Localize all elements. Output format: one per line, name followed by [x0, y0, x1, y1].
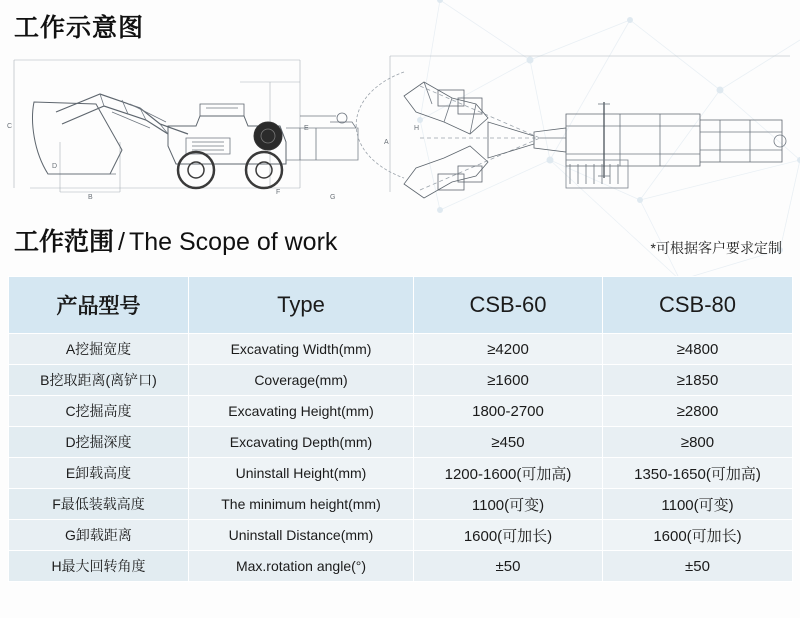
specification-table	[8, 276, 793, 582]
column-header-model: 产品型号	[9, 277, 189, 334]
table-row	[9, 365, 793, 396]
table-row	[9, 458, 793, 489]
row-label-en: Excavating Depth(mm)	[189, 427, 414, 458]
svg-text:B: B	[88, 194, 93, 200]
svg-text:A: A	[384, 139, 389, 146]
value-csb80: 1350-1650(可加高)	[603, 458, 793, 489]
row-label: A挖掘宽度	[9, 334, 189, 365]
machine-line-drawings	[0, 42, 800, 200]
value-csb80: ≥2800	[603, 396, 793, 427]
value-csb60: ±50	[414, 551, 603, 582]
table-row	[9, 427, 793, 458]
row-label: B挖取距离(离铲口)	[9, 365, 189, 396]
value-csb80: ≥4800	[603, 334, 793, 365]
value-csb60: 1800-2700	[414, 396, 603, 427]
row-label: E卸载高度	[9, 458, 189, 489]
svg-text:D: D	[52, 163, 58, 170]
table-header-row	[9, 277, 793, 334]
row-label-en: Excavating Width(mm)	[189, 334, 414, 365]
svg-text:C: C	[7, 123, 13, 130]
svg-text:F: F	[276, 189, 281, 196]
svg-text:H: H	[414, 125, 420, 132]
row-label: H最大回转角度	[9, 551, 189, 582]
page-title: 工作示意图	[14, 14, 145, 42]
value-csb80: 1600(可加长)	[603, 520, 793, 551]
svg-text:G: G	[330, 194, 336, 200]
row-label-en: The minimum height(mm)	[189, 489, 414, 520]
value-csb60: ≥1600	[414, 365, 603, 396]
scope-title-separator: /	[118, 228, 125, 256]
value-csb60: 1100(可变)	[414, 489, 603, 520]
svg-text:E: E	[304, 125, 309, 132]
row-label-en: Coverage(mm)	[189, 365, 414, 396]
row-label-en: Uninstall Height(mm)	[189, 458, 414, 489]
value-csb80: ±50	[603, 551, 793, 582]
scope-title	[14, 222, 337, 258]
value-csb60: ≥4200	[414, 334, 603, 365]
table-row	[9, 396, 793, 427]
row-label-en: Uninstall Distance(mm)	[189, 520, 414, 551]
value-csb80: ≥800	[603, 427, 793, 458]
scope-title-cn: 工作范围	[14, 228, 115, 256]
table-row	[9, 334, 793, 365]
customization-note: *可根据客户要求定制	[650, 240, 782, 256]
machine-diagram-area	[0, 42, 800, 200]
column-header-csb80: CSB-80	[603, 277, 793, 334]
value-csb60: 1600(可加长)	[414, 520, 603, 551]
table-row	[9, 489, 793, 520]
value-csb60: ≥450	[414, 427, 603, 458]
column-header-csb60: CSB-60	[414, 277, 603, 334]
row-label-en: Excavating Height(mm)	[189, 396, 414, 427]
row-label: C挖掘高度	[9, 396, 189, 427]
row-label: D挖掘深度	[9, 427, 189, 458]
value-csb80: ≥1850	[603, 365, 793, 396]
row-label: G卸载距离	[9, 520, 189, 551]
value-csb80: 1100(可变)	[603, 489, 793, 520]
table-row	[9, 520, 793, 551]
value-csb60: 1200-1600(可加高)	[414, 458, 603, 489]
row-label: F最低装载高度	[9, 489, 189, 520]
scope-title-en: The Scope of work	[128, 228, 338, 256]
column-header-type: Type	[189, 277, 414, 334]
table-row	[9, 551, 793, 582]
row-label-en: Max.rotation angle(°)	[189, 551, 414, 582]
